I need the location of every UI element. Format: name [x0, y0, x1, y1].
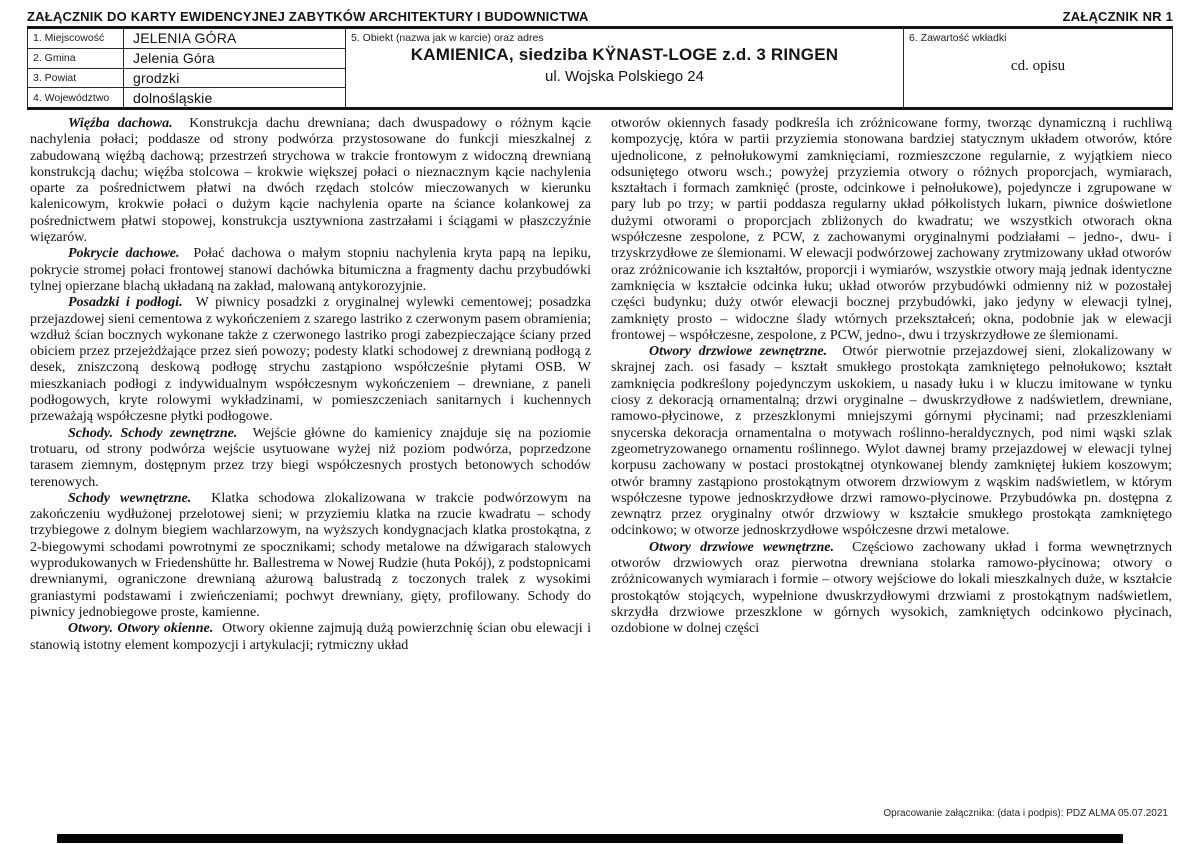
paragraph: otworów okiennych fasady podkreśla ich zróżnicowane formy, tworząc dynamiczną i ruchliwą kompozycję, która w partii przyziemia stonowana bardziej statycznym układem otworów, które ujednolicone, z pełnołukowymi zamknięciami, rozmieszczone regularnie, z wyjątkiem nieco odsuniętego otworu wsch.; powyżej przyziemia otwory o różnych proporcjach, wymiarach, kształtach i formach zamknięć (proste, odcinkowe i pełnołukowe), pojedyncze i zgrupowane w pary lub po trzy; w partii poddasza regularny układ półkolistych lukarn, piwnice doświetlone dużymi otworami o proporcjach zbliżonych do kwadratu; we wszystkich otworach okna współczesne zespolone, z PCW, z zachowanymi oryginalnymi podziałami – jedno-, dwu- i trzyskrzydłowe ze ślemionami. W elewacji podwórzowej zachowany zrytmizowany układ otworów oraz zróżnicowanie ich kształtów, proporcji i wymiarów, wszystkie otwory mają jednak identyczne zamknięcia w kształcie odcinka łuku; układ otworów przybudówki odmienny niż w pozostałej części budynku; duży otwór elewacji bocznej przybudówki, jako jedyny w elewacji tylnej, zamknięty prosto – widoczne ślady wtórnych przekształceń; okna, podobnie jak w elewacji frontowej – współczesne, zespolone, z PCW, jedno-, dwu i trzyskrzydłowe ze ślemionami.: [611, 116, 1172, 343]
scan-artifact: [57, 834, 1123, 843]
field-label-gmina: 2. Gmina: [28, 49, 124, 68]
field-label-powiat: 3. Powiat: [28, 69, 124, 88]
insert-cell: [904, 29, 1172, 107]
table-row: [28, 29, 345, 49]
insert-cell-label: 6. Zawartość wkładki: [909, 32, 1007, 44]
paragraph-lead: Więźba dachowa.: [68, 116, 190, 131]
field-value-miejscowosc: JELENIA GÓRA: [133, 30, 237, 47]
paragraph: Schody wewnętrzne. Klatka schodowa zlokalizowana w trakcie podwórzowym na zakończeniu wydłużonej przelotowej sieni; w przyziemiu klatka na rzucie kwadratu – schody trzybiegowe z dolnym biegiem wachlarzowym, na wyższych kondygnacjach klatka prostokątna, z 2-biegowymi schodami powrotnymi ze spocznikami; schody metalowe na dźwigarach stalowych wyprodukowanych w Friedenshütte hr. Ballestrema w Nowej Rudzie (huta Pokój), z podstopnicami drewnianymi, ograniczone drewnianą ażurową balustradą z toczonych tralek z wysokimi graniastymi podstawami i zwieńczeniami; pochwyt drewniany, gięty, profilowany. Schody do piwnicy jednobiegowe proste, kamienne.: [30, 490, 591, 620]
field-value-powiat: grodzki: [133, 69, 180, 86]
table-row: [28, 69, 345, 89]
paragraph-lead: Schody wewnętrzne.: [68, 490, 212, 506]
paragraph: Więźba dachowa. Konstrukcja dachu drewniana; dach dwuspadowy o różnym kącie nachylenia połaci; poddasze od strony podwórza przystosowane do funkcji mieszkalnej z zabudowaną więźbą dachową; przestrzeń strychowa w trakcie frontowym z widoczną drewnianą konstrukcją dachu; więźba stolcowa – krokwie większej połaci o nieznacznym kącie nachylenia oparte za pośrednictwem płatwi na dwóch rzędach stolców mieczowanych w kierunku kalenicowym, krokwie połaci o dużym kącie nachylenia oparte na ściance kolankowej za pośrednictwem płatwi stopowej, konstrukcja usztywniona zastrzałami i ściągami w płaszczyźnie więzarów.: [30, 116, 592, 246]
paragraph-lead: Schody. Schody zewnętrzne.: [68, 425, 253, 441]
footer-note: Opracowanie załącznika: (data i podpis): PDZ ALMA 05.07.2021: [883, 808, 1168, 819]
paragraph: Posadzki i podłogi. W piwnicy posadzki z oryginalnej wylewki cementowej; posadzka przejazdowej sieni cementowa z wykończeniem z szarego lastriko z czerwonym pasem obramienia; wzdłuż ścian bocznych wykonane także z czerwonego lastriko progi zabezpieczające ściany przed obiciem przez przejeżdżające przez sień powozy; podesty klatki schodowej z drewnianą podłogą z desek, zniszczoną deskową podłogę strychu zastąpiono współcześnie płytami OSB. W mieszkaniach podłogi z indywidualnym współczesnym wykończeniem – drewniane, z paneli podłogowych, kryte rolowymi wykładzinami, w pomieszczeniach sanitarnych i kuchennych przeważają współczesne płytki podłogowe.: [30, 295, 591, 425]
object-name: KAMIENICA, siedziba KŸNAST-LOGE z.d. 3 RINGEN: [410, 45, 839, 64]
field-value-gmina: Jelenia Góra: [133, 50, 215, 67]
document-body: [30, 116, 1172, 654]
left-column: [30, 116, 591, 654]
paragraph: Otwory drzwiowe zewnętrzne. Otwór pierwotnie przejazdowej sieni, zlokalizowany w skrajnej zach. osi fasady – kształt smukłego prostokąta zamkniętego pełnołukowo; kształt zamknięcia podkreślony pojedynczym uskokiem, u nasady łuku i w kluczu imitowane w tynku ciosy z dekoracją ornamentalną; drzwi oryginalne – dwuskrzydłowe z nadświetlem, drewniane, ramowo-płycinowe, z przeszklonymi mniejszymi górnymi płycinami; nad przeszkleniami snycerska dekoracja ornamentalna o motywach roślinno-heraldycznych, pod nimi wąski szlak zgeometryzowanego ornamentu roślinnego. Wylot dawnej bramy przejazdowej w elewacji tylnej korpusu zachowany w postaci prostokątnej otynkowanej blendy zamkniętej łukiem koszowym; otwór bramny zastąpiono prostokątnym otworem drzwiowym z wąskim nadświetlem, w którym współczesne typowe jednoskrzydłowe drzwi ramowo-płycinowe. Przybudówka pn. dostępna z zewnątrz przez oryginalny otwór drzwiowy w kształcie smukłego prostokąta zamkniętego odcinkowo; w otworze jednoskrzydłowe współczesne drzwi metalowe.: [611, 344, 1173, 539]
field-value-wojewodztwo: dolnośląskie: [133, 89, 213, 106]
paragraph: Pokrycie dachowe. Połać dachowa o małym stopniu nachylenia kryta papą na lepiku, pokrycie stromej połaci frontowej stanowi dachówka bitumiczna a fragmenty dachu przybudówki tylnej opierzane blachą układaną na zakład, malowaną antykorozyjnie.: [30, 246, 591, 294]
paragraph-lead: Posadzki i podłogi.: [68, 295, 196, 311]
field-label-wojewodztwo: 4. Województwo: [28, 88, 124, 107]
object-address: ul. Wojska Polskiego 24: [545, 68, 704, 85]
insert-value: cd. opisu: [1010, 58, 1066, 74]
attachment-number: ZAŁĄCZNIK NR 1: [1062, 9, 1173, 24]
info-table: [27, 29, 1173, 110]
paragraph: Otwory. Otwory okienne. Otwory okienne zajmują dużą powierzchnię ścian obu elewacji i stanowią istotny element kompozycji i artykulacji; rytmiczny układ: [30, 621, 591, 653]
table-row: [28, 49, 345, 69]
paragraph-lead: Otwory. Otwory okienne.: [68, 621, 223, 637]
right-column: [611, 116, 1172, 654]
paragraph-lead: Pokrycie dachowe.: [68, 246, 194, 262]
paragraph-lead: Otwory drzwiowe zewnętrzne.: [649, 344, 843, 360]
paragraph: Otwory drzwiowe wewnętrzne. Częściowo zachowany układ i forma wewnętrznych otworów drzwiowych oraz pierwotna drewniana stolarka ramowo-płycinowa; otwory o zróżnicowanych wymiarach i formie – otwory wejściowe do lokali mieszkalnych duże, w kształcie prostokątów stojących, wypełnione dwuskrzydłowymi drzwiami z prostokątnym nadświetlem, skrzydła drzwiowe przeszklone w górnych wysokich, zamkniętych odcinkowo płycinach, ozdobione w dolnej części: [611, 539, 1172, 637]
object-cell: [346, 29, 904, 107]
object-cell-label: 5. Obiekt (nazwa jak w karcie) oraz adres: [351, 32, 544, 44]
location-fields: [28, 29, 346, 107]
field-label-miejscowosc: 1. Miejscowość: [28, 29, 124, 48]
table-row: [28, 88, 345, 107]
page-header: [27, 9, 1173, 24]
paragraph-lead: Otwory drzwiowe wewnętrzne.: [649, 539, 853, 555]
attachment-title: ZAŁĄCZNIK DO KARTY EWIDENCYJNEJ ZABYTKÓW ARCHITEKTURY I BUDOWNICTWA: [27, 9, 589, 24]
paragraph: Schody. Schody zewnętrzne. Wejście główne do kamienicy znajduje się na poziomie trotuaru, od strony podwórza wejście usytuowane wyżej niż poziom podwórza, poprzedzone tarasem ziemnym, dostępnym przez trzy biegi współczesnych prostych betonowych schodów terenowych.: [30, 425, 591, 490]
